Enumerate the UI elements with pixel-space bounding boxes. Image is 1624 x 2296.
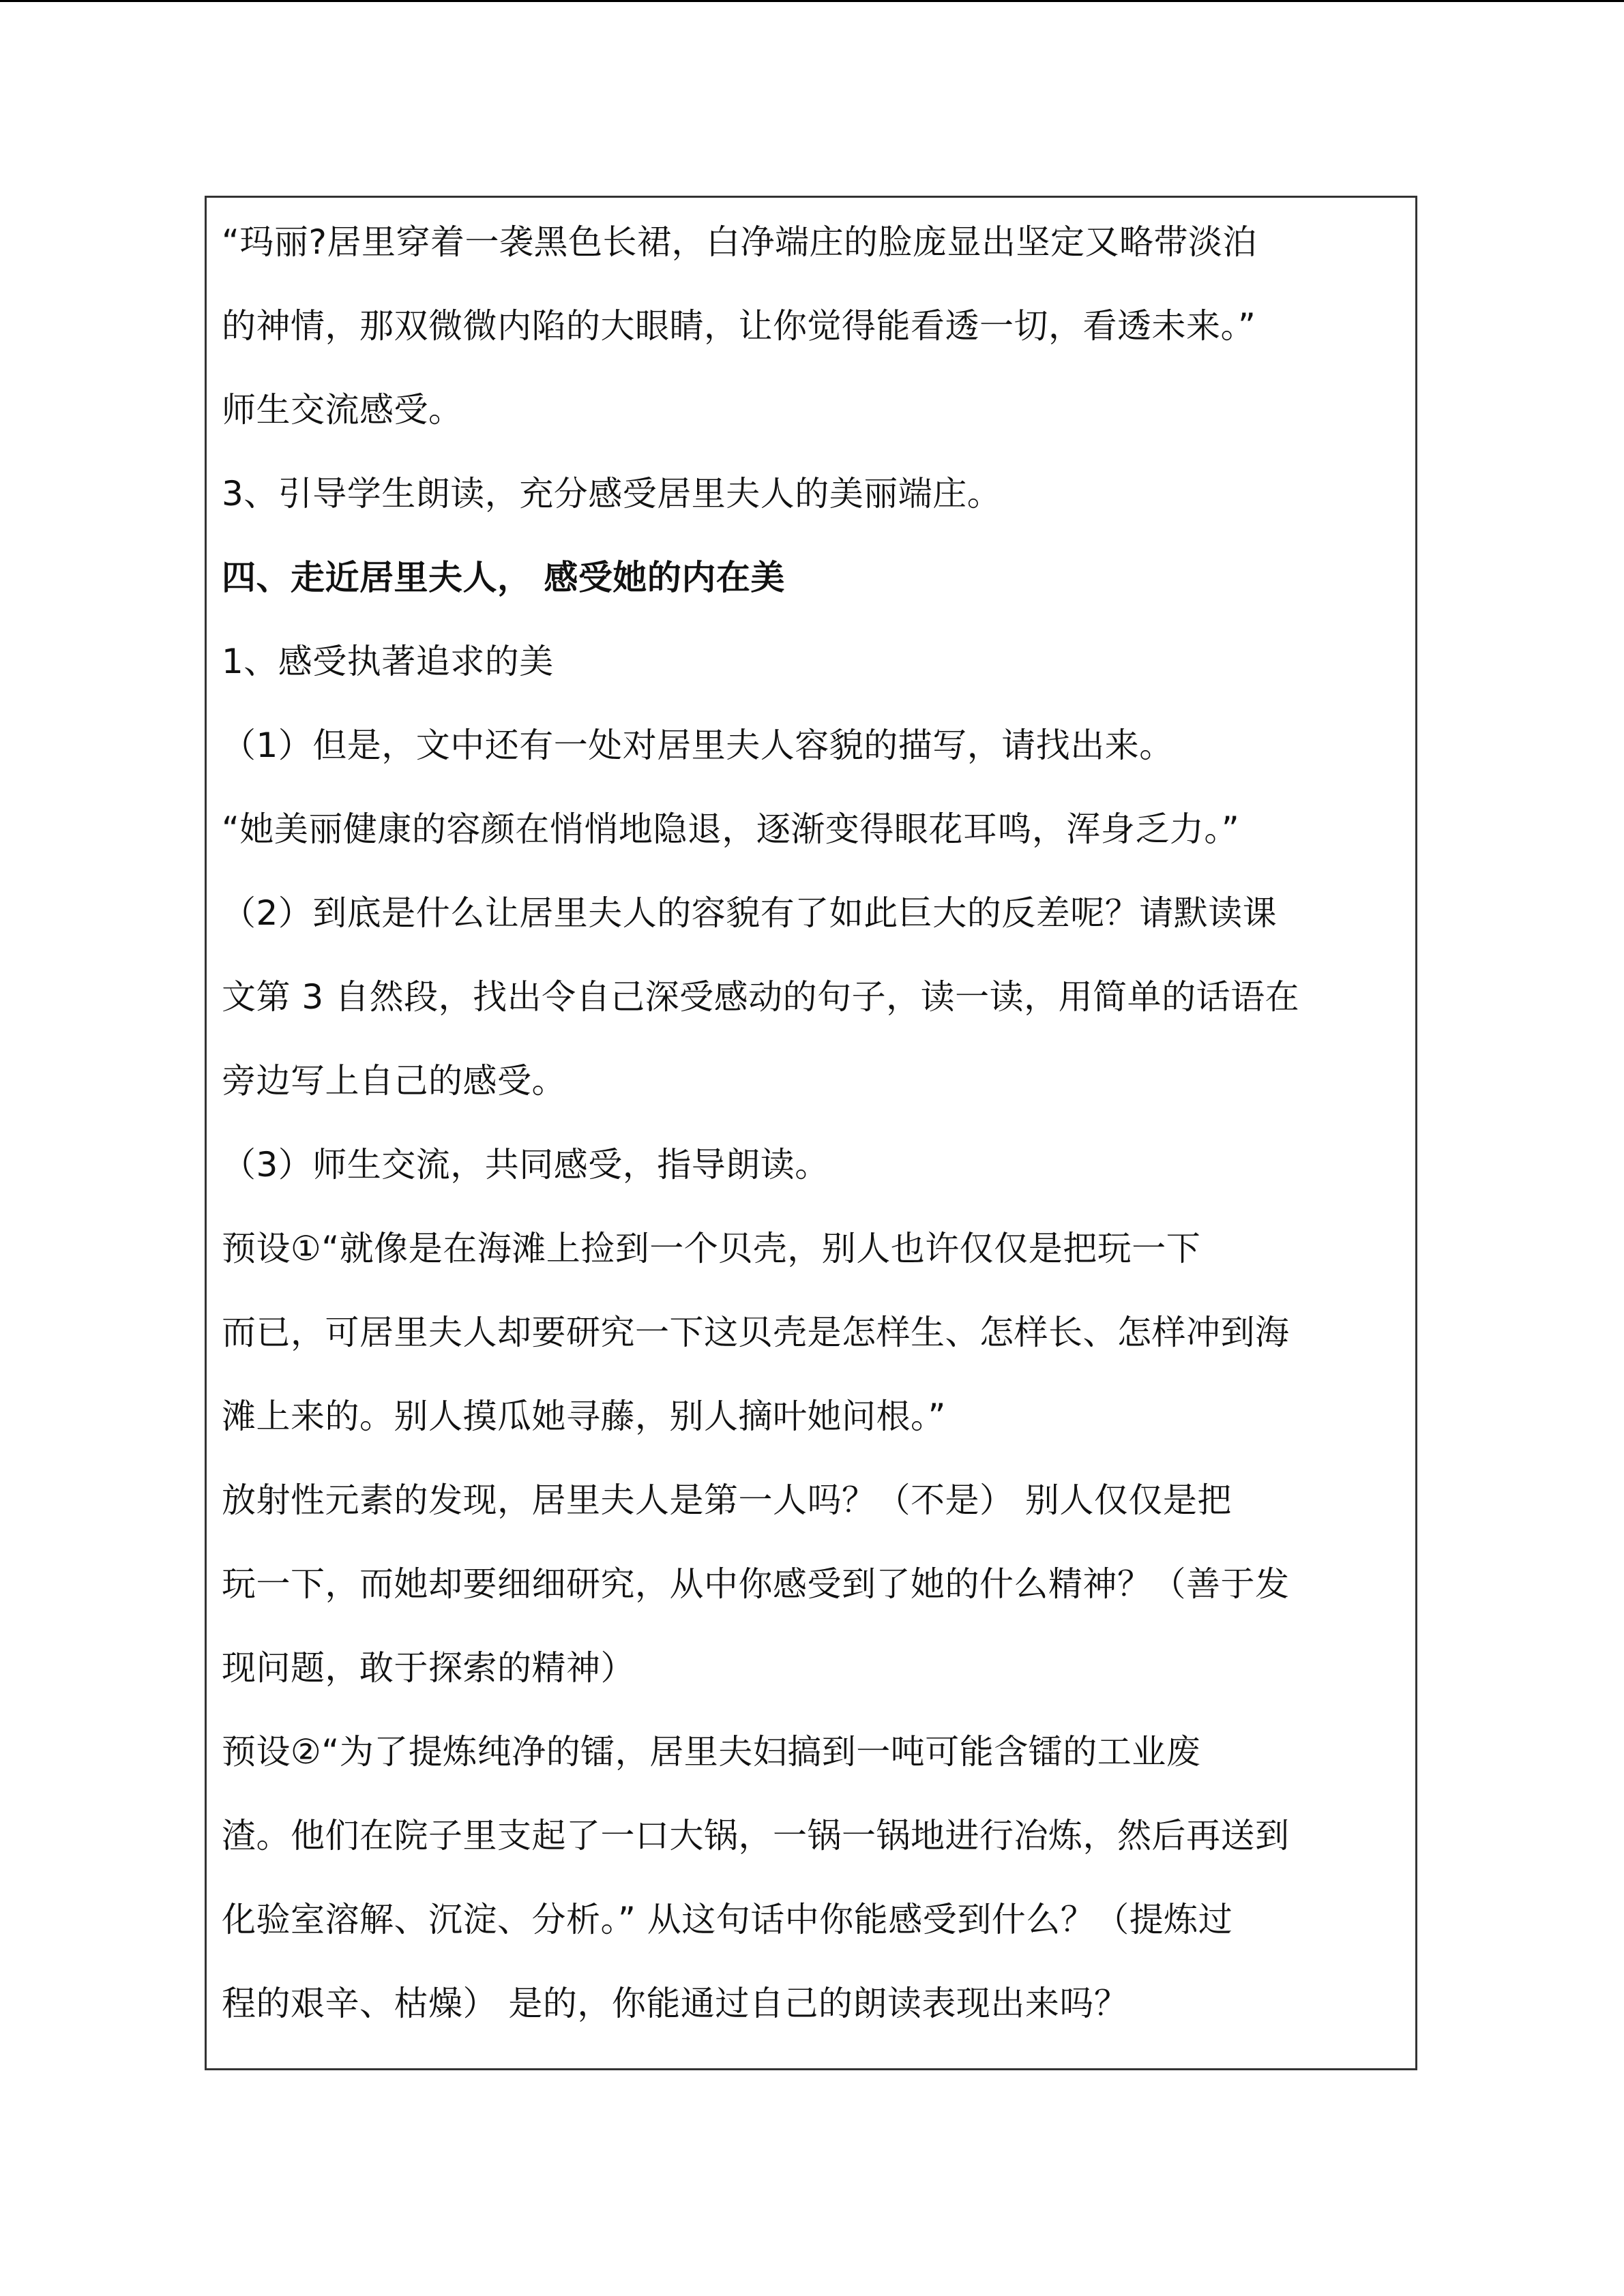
p6-line-1: （1）但是，文中还有一处对居里夫人容貌的描写，请找出来。 xyxy=(222,726,1174,765)
p7-line-1: “她美丽健康的容颜在悄悄地隐退，逐渐变得眼花耳鸣，浑身乏力。” xyxy=(222,809,1240,849)
p9-line-1: （3）师生交流，共同感受，指导朗读。 xyxy=(222,1145,829,1184)
p8-line-2: 文第 3 自然段，找出令自己深受感动的句子，读一读，用简单的话语在 xyxy=(222,977,1300,1017)
p12-line-3: 化验室溶解、沉淀、分析。” 从这句话中你能感受到什么？（提炼过 xyxy=(222,1900,1233,1939)
p3-line-1: 3、引导学生朗读，充分感受居里夫人的美丽端庄。 xyxy=(222,474,1002,513)
p8-line-1: （2）到底是什么让居里夫人的容貌有了如此巨大的反差呢？请默读课 xyxy=(222,893,1278,933)
p11-line-2: 玩一下，而她却要细细研究，从中你感受到了她的什么精神？（善于发 xyxy=(222,1564,1290,1604)
p12-line-4: 程的艰辛、枯燥） 是的，你能通过自己的朗读表现出来吗？ xyxy=(222,1984,1129,2023)
p12-line-2: 渣。他们在院子里支起了一口大锅，一锅一锅地进行冶炼，然后再送到 xyxy=(222,1816,1290,1855)
p1-line-1: “玛丽?居里穿着一袭黑色长裙，白净端庄的脸庞显出坚定又略带淡泊 xyxy=(222,222,1257,262)
p10-line-3: 滩上来的。别人摸瓜她寻藤，别人摘叶她问根。” xyxy=(222,1397,946,1436)
page-top-rule xyxy=(0,0,1624,2)
p10-line-2: 而已，可居里夫人却要研究一下这贝壳是怎样生、怎样长、怎样冲到海 xyxy=(222,1313,1290,1352)
section-heading-four: 四、走近居里夫人， 感受她的内在美 xyxy=(222,558,785,597)
p10-line-1: 预设①“就像是在海滩上捡到一个贝壳，别人也许仅仅是把玩一下 xyxy=(222,1229,1201,1268)
p12-line-1: 预设②“为了提炼纯净的镭，居里夫妇搞到一吨可能含镭的工业废 xyxy=(222,1732,1201,1772)
p1-line-2: 的神情，那双微微内陷的大眼睛，让你觉得能看透一切，看透未来。” xyxy=(222,306,1256,346)
p11-line-3: 现问题，敢于探索的精神） xyxy=(222,1648,635,1688)
p5-line-1: 1、感受执著追求的美 xyxy=(222,642,554,681)
p11-line-1: 放射性元素的发现，居里夫人是第一人吗？（不是） 别人仅仅是把 xyxy=(222,1480,1232,1520)
p8-line-3: 旁边写上自己的感受。 xyxy=(222,1061,566,1101)
lesson-plan-table-cell xyxy=(205,196,1417,2070)
p2-line-1: 师生交流感受。 xyxy=(222,390,463,430)
